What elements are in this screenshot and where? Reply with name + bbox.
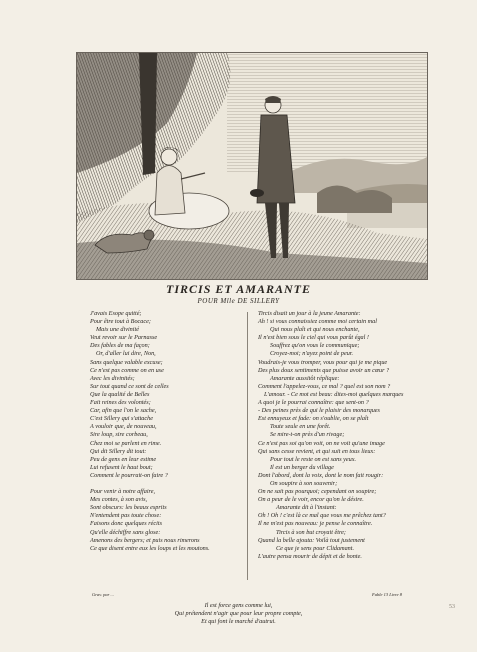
verse-line: Souffrez qu'on vous le communique; xyxy=(270,342,360,350)
verse-line: On a peur de le voir, encor qu'on le désire. xyxy=(258,496,364,504)
verse-line: N'entendent pas toute chose: xyxy=(90,512,162,520)
verse-line: Qu'elle déchiffre sans glose: xyxy=(90,528,161,536)
verse-line: Ce que disent entre eux les loups et les moutons. xyxy=(90,544,210,552)
verse-line: Mes contes, à son avis, xyxy=(90,496,148,504)
poem-column-right xyxy=(258,310,438,561)
verse-line: Ce n'est pas soi qu'on voit, on ne voit qu'une image xyxy=(258,439,385,447)
poem-moral xyxy=(0,602,477,626)
verse-line: Qui nous plaît et qui nous enchante, xyxy=(270,326,360,334)
engraver-credit: Grav. par ... xyxy=(92,592,114,597)
verse-line: Veut revoir sur le Parnasse xyxy=(90,334,158,342)
verse-line: C'est Sillery qui s'attache xyxy=(90,415,153,423)
verse-line: Fait reines des volontés; xyxy=(90,399,151,407)
verse-line: L'amour. - Ce mot est beau: dites-moi quelques marques xyxy=(264,390,404,398)
verse-line: Qui sans cesse revient, et qui suit en tous lieux: xyxy=(258,447,376,455)
verse-line: L'autre pensa mourir de dépit et de honte. xyxy=(258,552,362,560)
verse-line: J'avais Esope quitté; xyxy=(90,310,142,317)
verse-line: Avec les divinités; xyxy=(90,374,135,382)
column-divider xyxy=(247,312,248,580)
verse-line: Quand la belle ajouta: Voilà tout justement xyxy=(258,536,365,544)
verse-line: On ne sait pas pourquoi; cependant on soupire; xyxy=(258,488,377,496)
verse-line: Il ne m'est pas nouveau: je pense le connaître. xyxy=(258,520,373,528)
verse-line: Sans quelque valable excuse; xyxy=(90,358,163,366)
verse-line: Amenons des bergers; et puis nous rimerons xyxy=(90,536,200,544)
verse-line: Mais une divinité xyxy=(96,326,139,334)
verse-line: Tircis disait un jour à la jeune Amarante: xyxy=(258,310,361,317)
verse-line: Toute seule en une forêt. xyxy=(270,423,331,431)
engraving-scene xyxy=(77,53,427,279)
verse-line: Voudrais-je vous tromper, vous pour qui je me pique xyxy=(258,358,388,366)
verse-line: Ce n'est pas comme on en use xyxy=(90,366,164,374)
verse-line: Pour tout le reste on est sans yeux. xyxy=(270,455,357,463)
engraving-illustration xyxy=(76,52,428,280)
verse-line: Ah ! si vous connaissiez comme moi certain mal xyxy=(258,318,377,326)
moral-line: Et qui font le marché d'autrui. xyxy=(201,618,276,626)
moral-line: Qui prétendent n'agir que pour leur propre compte, xyxy=(174,610,303,618)
verse-line: Car, afin que l'on le sache, xyxy=(90,407,157,415)
verse-line: Sur tout quand ce sont de celles xyxy=(90,382,169,390)
fable-reference: Fable 13 Livre 8 xyxy=(372,592,402,597)
verse-line: Faisons donc quelques récits xyxy=(90,520,163,528)
verse-line: Il n'est bien sous le ciel qui vous parût égal ! xyxy=(258,334,369,342)
poem-title: TIRCIS ET AMARANTE xyxy=(166,282,311,296)
verse-line: Chez moi se parlent en rime. xyxy=(90,439,162,447)
verse-line: On soupire à son souvenir; xyxy=(270,479,338,487)
verse-line: - Des peines près de qui le plaisir des monarques xyxy=(258,407,380,415)
page-number: 53 xyxy=(449,604,455,610)
verse-line: Croyez-moi; n'ayez point de peur. xyxy=(270,350,354,358)
verse-line: Est ennuyeux et fade: on s'oublie, on se plaît xyxy=(258,415,369,423)
verse-line: Pour être tout à Bocace; xyxy=(90,318,151,326)
verse-line: Lui refusent le haut bout; xyxy=(90,463,153,471)
verse-line: Peu de gens en leur estime xyxy=(90,455,157,463)
verse-line: Il est un berger du village xyxy=(270,463,334,471)
verse-line: Qui dit Sillery dit tout: xyxy=(90,447,147,455)
verse-line: Or, d'aller lui dire, Non, xyxy=(96,350,156,358)
verse-line xyxy=(90,480,240,488)
verse-line: Que la qualité de Belles xyxy=(90,390,150,398)
verse-line: A vouloir que, de nouveau, xyxy=(90,423,157,431)
verse-line: Dont l'abord, dont la voix, dont le nom fait rougir: xyxy=(258,471,384,479)
verse-line: Amarante aussitôt réplique: xyxy=(270,374,340,382)
verse-line: A quoi je le pourrai connaître: que sent-on ? xyxy=(258,399,369,407)
verse-line: Comment le pourrait-on faire ? xyxy=(90,471,168,479)
verse-line: Se mire-t-on près d'un rivage; xyxy=(270,431,345,439)
verse-line: Amarante dit à l'instant: xyxy=(276,504,337,512)
moral-line: Il est force gens comme lui, xyxy=(204,602,273,609)
verse-line: Pour venir à notre affaire, xyxy=(90,488,156,496)
verse-line: Ce que je sens pour Clidamant. xyxy=(276,544,355,552)
verse-line: Oh ! Oh ! c'est là ce mal que vous me prêchez tant? xyxy=(258,512,386,520)
poem-column-left xyxy=(90,310,240,553)
poem-dedication: POUR Mlle DE SILLERY xyxy=(197,297,280,305)
verse-line: Sont obscurs: les beaux esprits xyxy=(90,504,167,512)
verse-line: Des plus doux sentiments que puisse avoir un cœur ? xyxy=(258,366,390,374)
verse-line: Comment l'appelez-vous, ce mal ? quel est son nom ? xyxy=(258,382,391,390)
verse-line: Tircis à son but croyait être; xyxy=(276,528,346,536)
verse-line: Des fables de ma façon; xyxy=(90,342,150,350)
verse-line: Sire loup, sire corbeau, xyxy=(90,431,148,439)
